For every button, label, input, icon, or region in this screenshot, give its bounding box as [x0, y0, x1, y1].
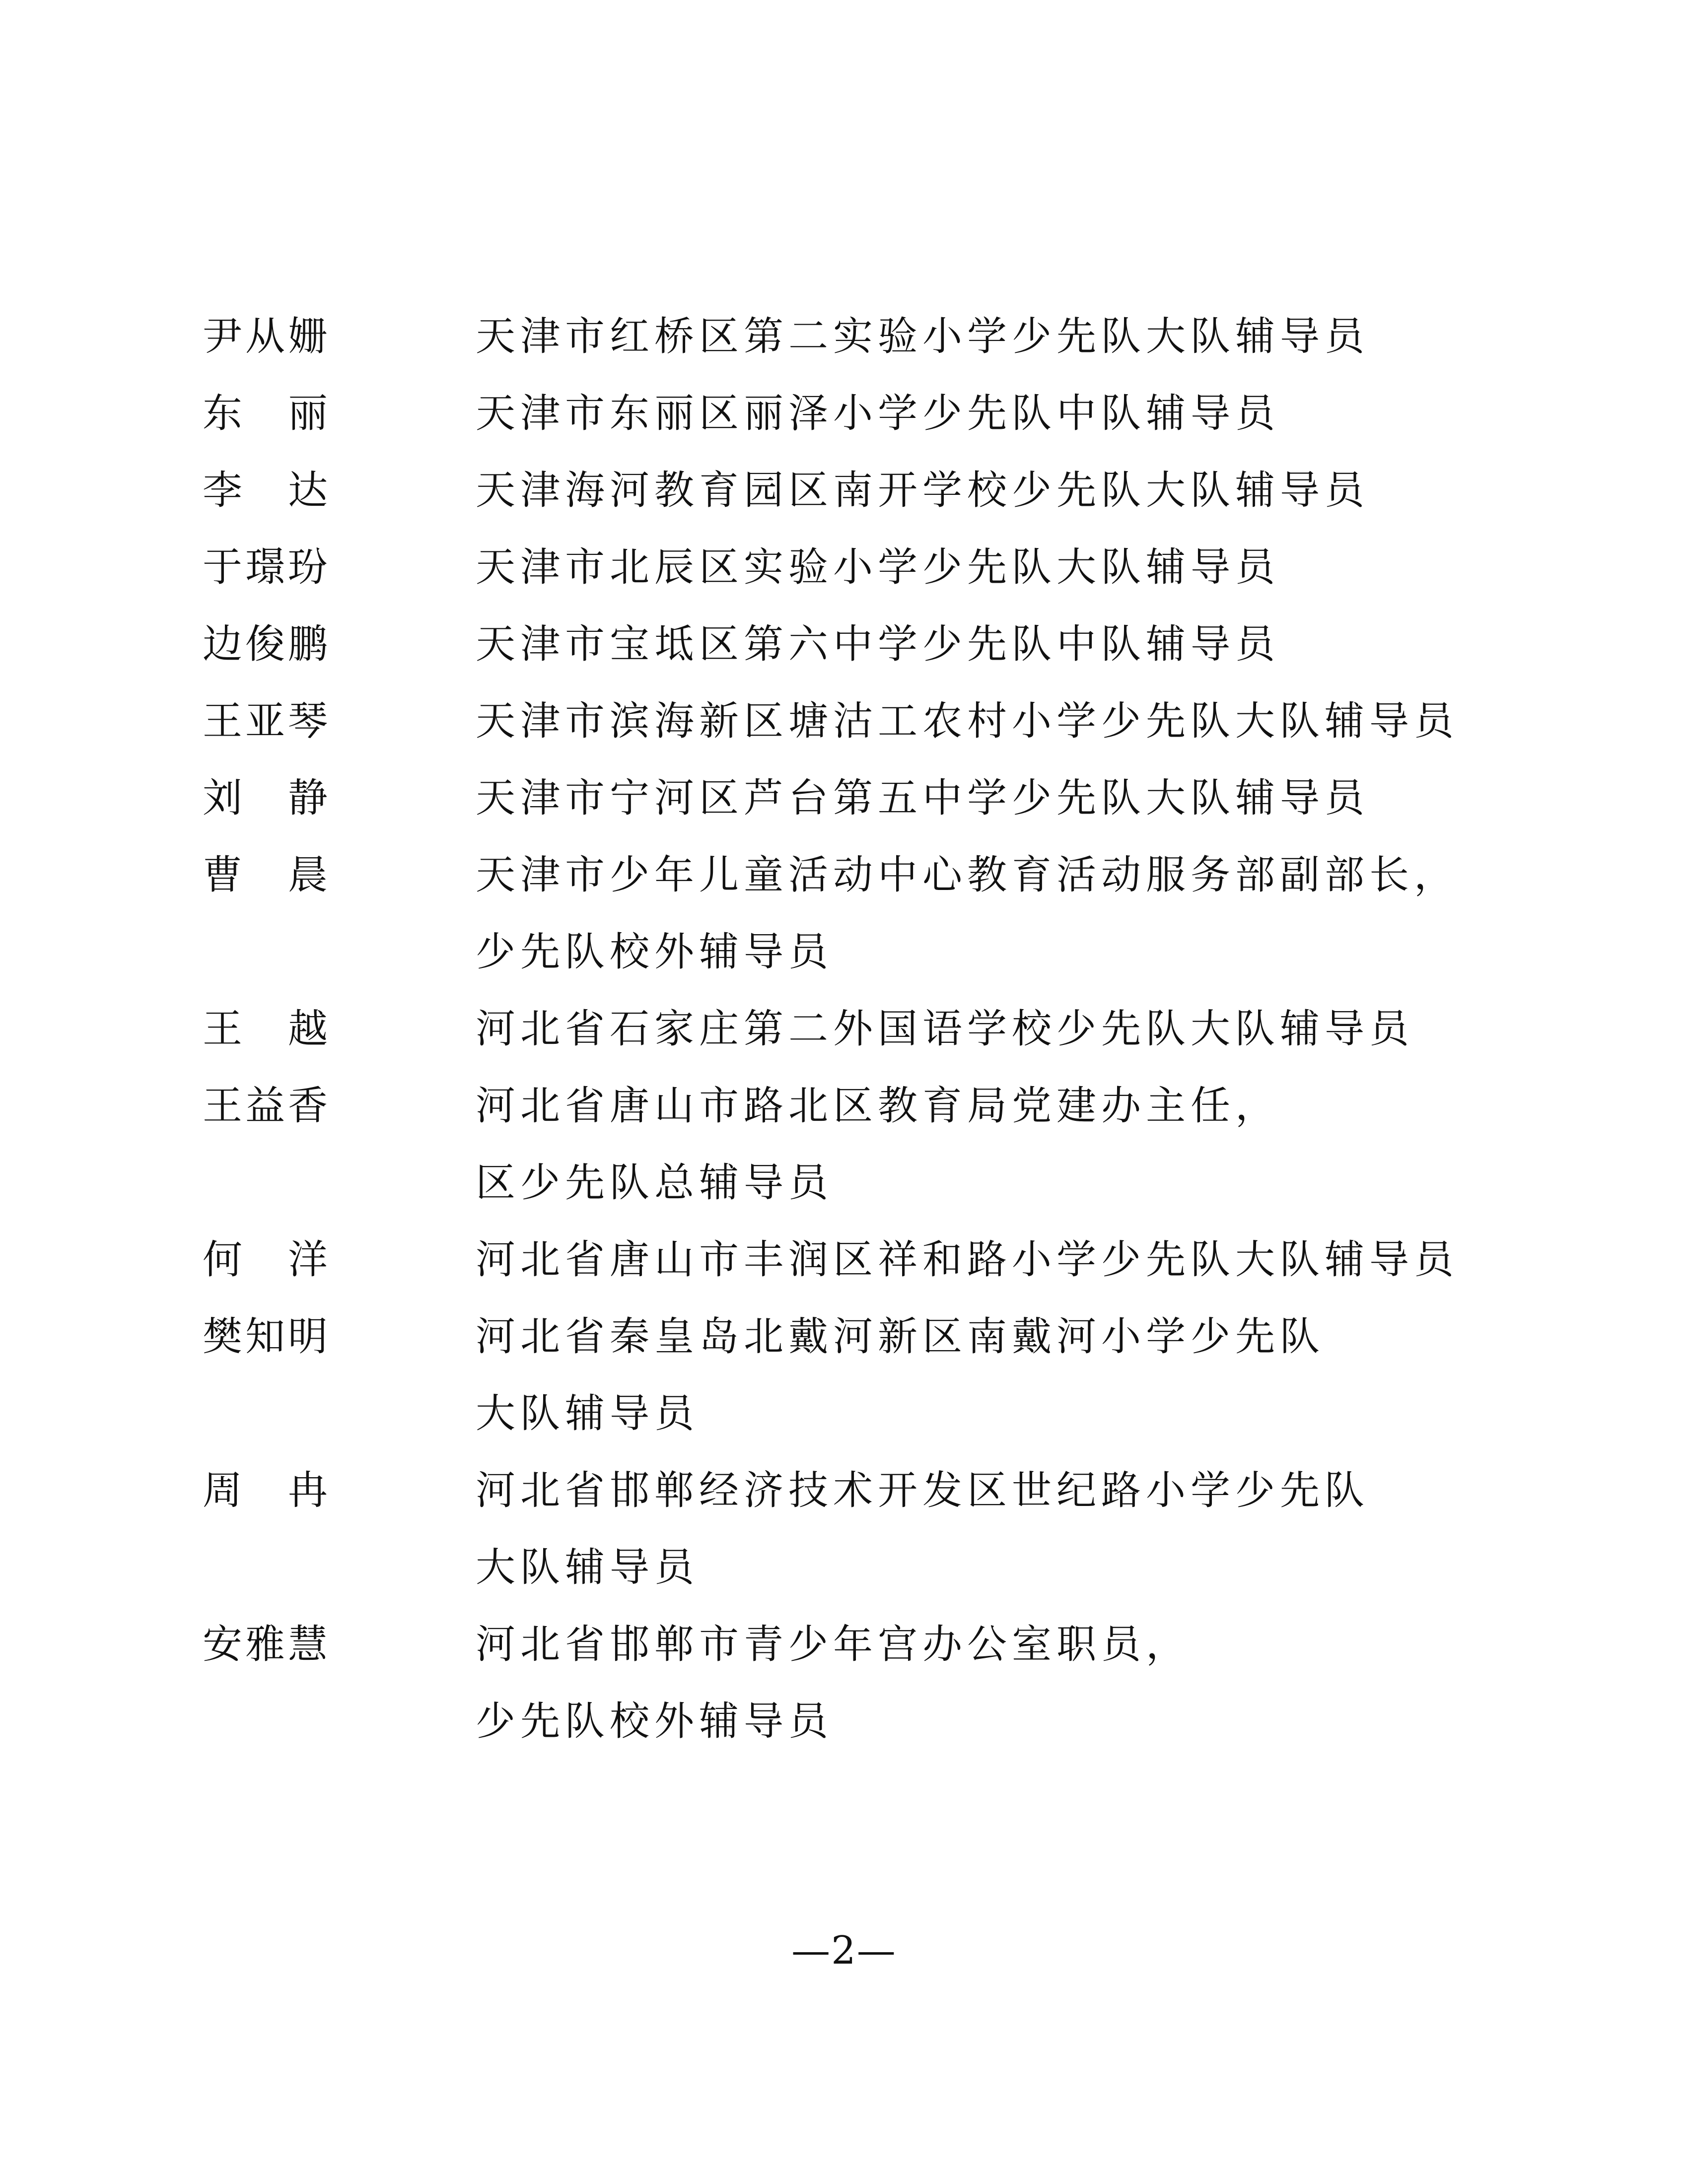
honoree-name: 刘 静: [203, 775, 331, 821]
position-line: 河北省唐山市丰润区祥和路小学少先队大队辅导员: [476, 1236, 1459, 1283]
position-line: 天津市宝坻区第六中学少先队中队辅导员: [476, 621, 1280, 667]
honoree-position: [476, 606, 1493, 682]
honoree-entry: [203, 1606, 1493, 1760]
honoree-list: [203, 298, 1493, 1760]
honoree-name: 王 越: [203, 1006, 331, 1052]
honoree-name: 周 冉: [203, 1467, 331, 1513]
honoree-name: 东 丽: [203, 390, 331, 436]
position-line: 大队辅导员: [476, 1390, 699, 1436]
honoree-name: 樊知明: [203, 1313, 331, 1360]
position-line: 天津市滨海新区塘沽工农村小学少先队大队辅导员: [476, 698, 1459, 744]
position-line: 区少先队总辅导员: [476, 1160, 833, 1206]
honoree-position: [476, 1067, 1493, 1221]
position-line: 河北省邯郸经济技术开发区世纪路小学少先队: [476, 1467, 1369, 1513]
honoree-position: [476, 529, 1493, 606]
honoree-position: [476, 990, 1493, 1067]
position-line: 少先队校外辅导员: [476, 1698, 833, 1744]
honoree-entry: [203, 1221, 1493, 1298]
honoree-entry: [203, 452, 1493, 529]
honoree-name: 于璟玢: [203, 544, 331, 590]
honoree-entry: [203, 759, 1493, 836]
position-line: 天津市红桥区第二实验小学少先队大队辅导员: [476, 313, 1369, 359]
honoree-name: 安雅慧: [203, 1621, 331, 1667]
position-line: 天津市宁河区芦台第五中学少先队大队辅导员: [476, 775, 1369, 821]
honoree-name: 李 达: [203, 467, 331, 513]
position-line: 河北省石家庄第二外国语学校少先队大队辅导员: [476, 1006, 1414, 1052]
position-line: 天津市东丽区丽泽小学少先队中队辅导员: [476, 390, 1280, 436]
honoree-position: [476, 1221, 1493, 1298]
honoree-name: 王益香: [203, 1083, 331, 1129]
honoree-entry: [203, 1298, 1493, 1452]
honoree-position: [476, 375, 1493, 452]
position-line: 少先队校外辅导员: [476, 929, 833, 975]
position-line: 大队辅导员: [476, 1544, 699, 1590]
honoree-position: [476, 1606, 1493, 1760]
honoree-entry: [203, 836, 1493, 990]
honoree-entry: [203, 606, 1493, 682]
honoree-entry: [203, 375, 1493, 452]
honoree-position: [476, 452, 1493, 529]
honoree-name: 尹从姗: [203, 313, 331, 359]
position-line: 天津海河教育园区南开学校少先队大队辅导员: [476, 467, 1369, 513]
position-line: 河北省秦皇岛北戴河新区南戴河小学少先队: [476, 1313, 1325, 1360]
honoree-entry: [203, 1067, 1493, 1221]
honoree-position: [476, 298, 1493, 375]
honoree-position: [476, 836, 1493, 990]
position-line: 河北省邯郸市青少年宫办公室职员，: [476, 1621, 1191, 1667]
honoree-entry: [203, 990, 1493, 1067]
honoree-position: [476, 682, 1493, 759]
position-line: 河北省唐山市路北区教育局党建办主任，: [476, 1083, 1280, 1129]
honoree-name: 王亚琴: [203, 698, 331, 744]
honoree-entry: [203, 682, 1493, 759]
honoree-name: 何 洋: [203, 1236, 331, 1283]
honoree-entry: [203, 529, 1493, 606]
position-line: 天津市北辰区实验小学少先队大队辅导员: [476, 544, 1280, 590]
honoree-entry: [203, 298, 1493, 375]
honoree-name: 边俊鹏: [203, 621, 331, 667]
honoree-name: 曹 晨: [203, 852, 331, 898]
honoree-position: [476, 1452, 1493, 1606]
honoree-position: [476, 1298, 1493, 1452]
page-number: —2—: [791, 1928, 897, 1973]
honoree-entry: [203, 1452, 1493, 1606]
honoree-position: [476, 759, 1493, 836]
position-line: 天津市少年儿童活动中心教育活动服务部副部长，: [476, 852, 1459, 898]
